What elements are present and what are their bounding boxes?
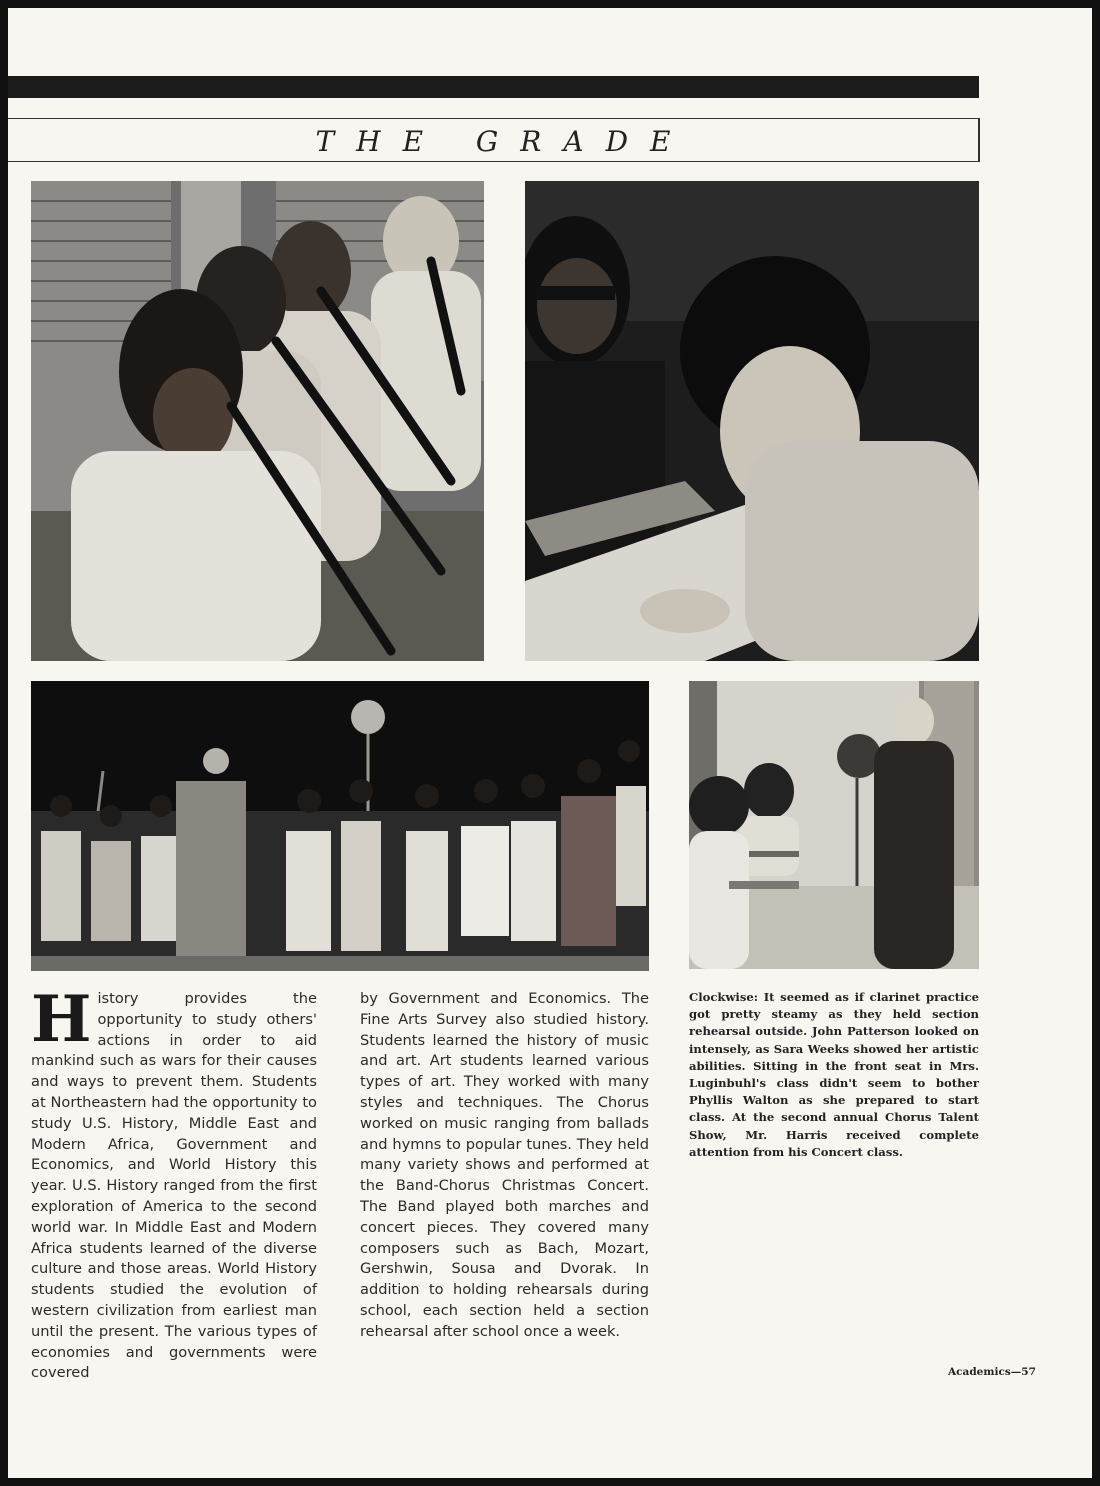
article-column-2: by Government and Economics. The Fine Arts Survey also studied history. Students learned the history of music and art. Art students learned various types of art. They worked with many styles and techniques. The Chorus worked on music ranging from ballads and hymns to popular tunes. They held many variety shows and performed at the Band-Chorus Christmas Concert. The Band played both marches and concert pieces. They covered many composers such as Bach, Mozart, Gershwin, Sousa and Dvorak. In addition to holding rehearsals during school, each section held a section rehearsal after school once a week. <box>360 990 649 1340</box>
yearbook-page <box>8 8 1092 1478</box>
drop-cap: H <box>31 982 92 1057</box>
photo-clarinet-players <box>31 181 484 661</box>
page-title: THE GRADE <box>315 125 693 158</box>
photo-art-student <box>525 181 979 661</box>
page-number: Academics—57 <box>948 1366 1036 1378</box>
photo-chorus-concert <box>31 681 649 971</box>
title-box <box>8 118 980 162</box>
photo-classroom <box>689 681 979 969</box>
header-bar <box>8 76 979 98</box>
article-column-1 <box>31 982 317 1384</box>
photo-caption: Clockwise: It seemed as if clarinet practice got pretty steamy as they held section rehearsal outside. John Patterson looked on intensely, as Sara Weeks showed her artistic abilities. Sitting in the front seat in Mrs. Luginbuhl's class didn't seem to bother Phyllis Walton as she prepared to start class. At the second annual Chorus Talent Show, Mr. Harris received complete attention from his Concert class. <box>689 990 979 1159</box>
article-text-1: istory provides the opportunity to study others' actions in order to aid mankind such as wars for their causes and ways to prevent them. Students at Northeastern had the opportunity to study U.S. History, Middle East and Modern Africa, Government and Economics, and World History this year. U.S. History ranged from the first exploration of America to the second world war. In Middle East and Modern Africa students learned of the diverse culture and those areas. World History students studied the evolution of western civilization from earliest man until the present. The various types of economies and governments were covered <box>31 990 317 1382</box>
